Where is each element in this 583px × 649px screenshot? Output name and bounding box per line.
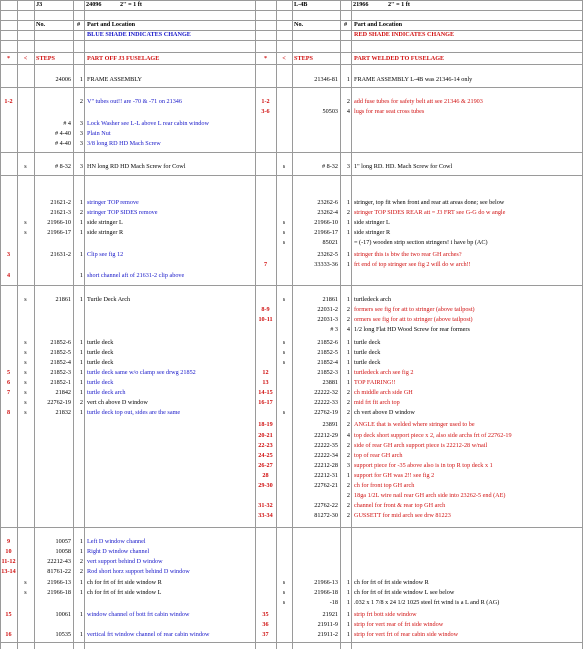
right-step: 22-23 — [258, 442, 273, 449]
left-col-part: Part and Location — [87, 21, 136, 28]
right-part-number: 22222-34 — [314, 452, 338, 459]
left-part-description: Right D window channel — [87, 548, 150, 555]
right-part-description: top deck short support piece x 2, also side archs frt of 22762-19 — [354, 432, 512, 439]
left-part-description: turtle deck same w/o clamp see drwg 21852 — [87, 369, 196, 376]
right-quantity: 1 — [346, 631, 350, 638]
right-quantity: 2 — [346, 389, 350, 396]
left-quantity: 1 — [79, 611, 83, 618]
left-part-description: Rod short horz support behind D window — [87, 568, 190, 575]
right-part-number: 21921 — [322, 611, 338, 618]
right-s-flag: s — [282, 589, 286, 596]
right-part-number: 22222-32 — [314, 389, 338, 396]
right-part-description: lugs for rear seat cross tubes — [354, 108, 425, 115]
right-part-description: stringer TOP SIDES REAR att = J3 FRT see G-G do w angle — [354, 209, 506, 216]
right-part-description: turtledeck arch — [354, 296, 391, 303]
right-quantity: 1 — [346, 229, 350, 236]
left-step: 1-2 — [4, 98, 13, 105]
left-part-description: turtle deck — [87, 359, 114, 366]
left-part-number: 21966-17 — [47, 229, 71, 236]
left-s-flag: s — [24, 163, 27, 170]
right-quantity: 2 — [346, 512, 350, 519]
right-quantity: 2 — [346, 452, 350, 459]
left-part-description: ch for frt of frt side window R — [87, 579, 162, 586]
left-part-description: side stringer L — [87, 219, 123, 226]
left-part-number: # 4 — [63, 120, 71, 127]
left-part-description: HN long RD HD Mach Screw for Cowl — [87, 163, 186, 170]
left-part-description: 3/8 long RD HD Mach Screw — [87, 140, 161, 147]
right-steps: STEPS — [294, 55, 313, 62]
left-step: 13-14 — [1, 568, 16, 575]
right-step: 14-15 — [258, 389, 273, 396]
right-part-number: 21966-17 — [314, 229, 338, 236]
left-s-flag: s — [24, 379, 27, 386]
right-part-number: -18 — [329, 599, 338, 606]
left-part-number: 22762-19 — [47, 399, 71, 406]
right-part-description: ch for frt of frt side window L see below — [354, 589, 455, 596]
right-s-flag: s — [282, 349, 286, 356]
left-part-number: 81761-22 — [47, 568, 71, 575]
left-steps-title: PART OFF J3 FUSELAGE — [87, 55, 160, 62]
left-part-number: 21966-10 — [47, 219, 71, 226]
right-scale: 2'' = 1 ft — [388, 1, 410, 8]
right-step: 31-32 — [258, 502, 273, 509]
right-part-number: 23262-5 — [317, 251, 338, 258]
left-step: 9 — [6, 538, 11, 545]
right-part-description: ANGLE that is welded where stringer used to be — [354, 421, 475, 428]
right-part-number: 22762-19 — [314, 409, 338, 416]
right-part-description: ch vert above D window — [354, 409, 415, 416]
right-part-number: 23262-6 — [317, 199, 338, 206]
left-s-flag: s — [24, 339, 27, 346]
right-col-no: No. — [294, 21, 304, 28]
left-quantity: 2 — [79, 399, 83, 406]
left-quantity: 2 — [79, 558, 83, 565]
right-step: 26-27 — [258, 462, 273, 469]
right-step: 3-6 — [261, 108, 270, 115]
right-step: 12 — [262, 369, 269, 376]
right-part-number: 22212-28 — [314, 462, 338, 469]
right-part-number: 22222-35 — [314, 442, 338, 449]
right-part-description: 18ga 1/2L wire nail rear GH arch side into 23262-5 end (AE) — [354, 492, 506, 499]
right-part-number: 22762-21 — [314, 482, 338, 489]
right-part-number: 22762-22 — [314, 502, 338, 509]
left-quantity: 1 — [79, 359, 83, 366]
left-step: 3 — [6, 251, 11, 258]
right-quantity: 1 — [346, 359, 350, 366]
right-quantity: 2 — [346, 502, 350, 509]
right-part-number: 21852-3 — [317, 369, 338, 376]
right-s-flag: s — [282, 219, 286, 226]
right-part-number: # 3 — [330, 326, 338, 333]
right-part-description: side stringer R — [354, 229, 391, 236]
left-part-number: 21966-13 — [47, 579, 71, 586]
right-part-number: 21852-4 — [317, 359, 338, 366]
left-quantity: 1 — [79, 272, 83, 279]
left-quantity: 1 — [79, 548, 83, 555]
right-step: 10-11 — [258, 316, 273, 323]
right-part-number: 85021 — [322, 239, 338, 246]
left-col-no: No. — [36, 21, 46, 28]
left-part-description: Turtle Deck Arch — [87, 296, 131, 303]
right-drawing-number: 21966 — [353, 1, 369, 8]
right-part-description: strip for vert frt of rear cabin side window — [354, 631, 459, 638]
left-part-description: vertical frt window channel of rear cabin window — [87, 631, 210, 638]
left-s-flag: s — [24, 369, 27, 376]
left-part-number: 21966-18 — [47, 589, 71, 596]
right-part-description: strip frt bott side window — [354, 611, 417, 618]
right-quantity: 2 — [346, 209, 350, 216]
left-s-flag: s — [24, 579, 27, 586]
right-part-description: turtle deck — [354, 359, 381, 366]
right-part-description: ch middle arch side GH — [354, 389, 413, 396]
right-part-number: 22212-29 — [314, 432, 338, 439]
left-s-flag: s — [24, 359, 27, 366]
left-part-number: # 4-40 — [55, 140, 71, 147]
right-part-description: turtledeck arch see fig 2 — [354, 369, 414, 376]
right-part-description: mid frt fit arch top — [354, 399, 400, 406]
right-part-number: 33333-36 — [314, 261, 338, 268]
right-part-description: formers see fig for att to stringer (above tailpost) — [354, 306, 475, 313]
left-part-number: # 8-32 — [55, 163, 71, 170]
right-step: 20-21 — [258, 432, 273, 439]
left-part-number: 21842 — [55, 389, 71, 396]
left-part-number: 21852-5 — [50, 349, 71, 356]
left-steps: STEPS — [36, 55, 55, 62]
left-quantity: 1 — [79, 199, 83, 206]
right-quantity: 2 — [346, 492, 350, 499]
right-s-flag: s — [282, 229, 286, 236]
left-quantity: 1 — [79, 219, 83, 226]
left-part-description: side stringer R — [87, 229, 124, 236]
left-quantity: 1 — [79, 579, 83, 586]
left-part-description: V" tubes out!! are -70 & -71 on 21346 — [87, 98, 182, 105]
right-quantity: 1 — [346, 611, 350, 618]
right-step: 35 — [262, 611, 269, 618]
left-step: 15 — [5, 611, 12, 618]
right-step: 18-19 — [258, 421, 273, 428]
left-step: 5 — [6, 369, 11, 376]
right-quantity: 4 — [346, 326, 350, 333]
left-part-number: 24006 — [55, 76, 71, 83]
left-part-description: turtle deck — [87, 349, 114, 356]
left-part-description: turtle deck top out, sides are the same — [87, 409, 181, 416]
left-part-number: 21852-3 — [50, 369, 71, 376]
left-part-number: 21832 — [55, 409, 71, 416]
left-step: 16 — [5, 631, 12, 638]
right-part-number: 21966-10 — [314, 219, 338, 226]
right-part-description: ormers see fig for att to stringer (above tailpost) — [354, 316, 473, 323]
left-part-description: stringer TOP remove — [87, 199, 139, 206]
right-model-label: L-4B — [294, 1, 308, 8]
left-part-number: 21852-6 — [50, 339, 71, 346]
right-star: * — [263, 55, 268, 62]
left-s-flag: s — [24, 219, 27, 226]
left-col-hash: # — [76, 21, 81, 28]
right-step: 33-34 — [258, 512, 273, 519]
right-part-description: GUSSETT for mid arch see drw 81223 — [354, 512, 451, 519]
right-quantity: 4 — [346, 432, 350, 439]
left-part-description: window channel of bott frt cabin window — [87, 611, 190, 618]
left-drawing-number: 24096 — [86, 1, 102, 8]
right-step: 28 — [262, 472, 269, 479]
right-quantity: 1 — [346, 349, 350, 356]
left-step: 11-12 — [1, 558, 16, 565]
right-quantity: 1 — [346, 219, 350, 226]
right-part-description: ch for frt of frt side window R — [354, 579, 429, 586]
left-s-flag: s — [24, 296, 27, 303]
right-part-number: 23891 — [322, 421, 338, 428]
left-part-number: 10057 — [55, 538, 71, 545]
right-step: 36 — [262, 621, 269, 628]
left-step: 8 — [6, 409, 11, 416]
right-s-flag: s — [282, 239, 286, 246]
left-quantity: 2 — [79, 568, 83, 575]
right-s-flag: s — [282, 163, 286, 170]
right-lt: < — [282, 55, 286, 62]
right-quantity: 1 — [346, 621, 350, 628]
left-scale: 2'' = 1 ft — [120, 1, 142, 8]
left-part-description: FRAME ASSEMBLY — [87, 76, 142, 83]
left-quantity: 3 — [79, 163, 83, 170]
left-part-description: stringer TOP SIDES remove — [87, 209, 158, 216]
left-part-description: Plain Nut — [87, 130, 111, 137]
left-part-number: 21852-4 — [50, 359, 71, 366]
left-quantity: 1 — [79, 349, 83, 356]
left-quantity: 1 — [79, 339, 83, 346]
right-s-flag: s — [282, 409, 286, 416]
right-part-number: 21966-18 — [314, 589, 338, 596]
right-part-description: = (-17) wooden strip section stringers! i have bp (AC) — [354, 239, 488, 246]
right-quantity: 1 — [346, 199, 350, 206]
left-step: 6 — [6, 379, 11, 386]
left-part-number: 21621-2 — [50, 199, 71, 206]
right-col-hash: # — [343, 21, 348, 28]
right-quantity: 1 — [346, 261, 350, 268]
left-quantity: 1 — [79, 631, 83, 638]
right-part-number: 50503 — [322, 108, 338, 115]
red-shade-note: RED SHADE INDICATES CHANGE — [354, 31, 455, 38]
right-part-description: side of rear GH arch support piece is 22212-28 w/nail — [354, 442, 488, 449]
left-s-flag: s — [24, 409, 27, 416]
left-step: 4 — [6, 272, 11, 279]
right-quantity: 1 — [346, 599, 350, 606]
left-quantity: 1 — [79, 369, 83, 376]
right-quantity: 1 — [346, 76, 350, 83]
right-part-number: # 8-32 — [322, 163, 338, 170]
right-part-number: 23262-4 — [317, 209, 338, 216]
right-quantity: 2 — [346, 316, 350, 323]
right-quantity: 1 — [346, 379, 350, 386]
left-part-description: turtle deck — [87, 339, 114, 346]
left-quantity: 2 — [79, 209, 83, 216]
left-quantity: 1 — [79, 389, 83, 396]
left-s-flag: s — [24, 589, 27, 596]
left-part-description: vert support behind D window — [87, 558, 163, 565]
left-quantity: 1 — [79, 296, 83, 303]
right-part-number: 21852-6 — [317, 339, 338, 346]
left-part-description: Clip see fig 12 — [87, 251, 124, 258]
right-s-flag: s — [282, 296, 286, 303]
right-quantity: 1 — [346, 589, 350, 596]
right-quantity: 1 — [346, 251, 350, 258]
right-quantity: 1 — [346, 296, 350, 303]
right-part-number: 21966-13 — [314, 579, 338, 586]
left-part-number: 10535 — [55, 631, 71, 638]
right-part-description: top of rear GH arch — [354, 452, 403, 459]
right-part-number: 21346-81 — [314, 76, 338, 83]
left-quantity: 1 — [79, 229, 83, 236]
right-quantity: 2 — [346, 482, 350, 489]
left-part-description: turtle deck — [87, 379, 114, 386]
left-quantity: 1 — [79, 409, 83, 416]
left-part-description: turtle deck arch — [87, 389, 126, 396]
right-part-number: 21911-9 — [317, 621, 338, 628]
right-part-description: 1/2 long Flat HD Wood Screw for rear formers — [354, 326, 470, 333]
right-col-part: Part and Location — [354, 21, 403, 28]
right-part-number: 22222-33 — [314, 399, 338, 406]
right-quantity: 2 — [346, 421, 350, 428]
left-part-description: short channel aft of 21631-2 clip above — [87, 272, 185, 279]
right-part-number: 81272-30 — [314, 512, 338, 519]
right-part-description: 1" long RD. HD. Mach Screw for Cowl — [354, 163, 453, 170]
right-part-description: TOP FAIRING!! — [354, 379, 396, 386]
right-step: 16-17 — [258, 399, 273, 406]
right-part-description: strip for vert rear of frt side window — [354, 621, 444, 628]
left-step: 10 — [5, 548, 12, 555]
left-part-description: Lock Washer see L-L above L rear cabin window — [87, 120, 209, 127]
left-part-number: 21861 — [55, 296, 71, 303]
right-s-flag: s — [282, 339, 286, 346]
left-s-flag: s — [24, 349, 27, 356]
right-part-description: stringer this is btw the two rear GH arches? — [354, 251, 462, 258]
right-part-description: ch for front top GH arch — [354, 482, 415, 489]
left-quantity: 1 — [79, 379, 83, 386]
right-steps-title: PART WELDED TO FUSELAGE — [354, 55, 445, 62]
right-part-description: .032 x 1 7/8 x 24 1/2 1025 steel frt wind is a L and R (AG) — [354, 599, 500, 606]
left-part-number: 21852-1 — [50, 379, 71, 386]
right-quantity: 4 — [346, 108, 350, 115]
left-quantity: 2 — [79, 98, 83, 105]
left-s-flag: s — [24, 399, 27, 406]
left-quantity: 1 — [79, 76, 83, 83]
right-quantity: 3 — [346, 462, 350, 469]
left-quantity: 1 — [79, 538, 83, 545]
right-quantity: 2 — [346, 98, 350, 105]
left-quantity: 3 — [79, 140, 83, 147]
left-quantity: 3 — [79, 130, 83, 137]
right-part-description: FRAME ASSEMBLY L-4B was 21346-14 only — [354, 76, 473, 83]
right-quantity: 2 — [346, 442, 350, 449]
right-part-description: stringer, top fit when front and rear att areas done; see below — [354, 199, 505, 206]
right-quantity: 2 — [346, 306, 350, 313]
left-quantity: 1 — [79, 589, 83, 596]
right-part-number: 21852-5 — [317, 349, 338, 356]
right-part-description: add fuse tubes for safety belt att see 21346 & 21903 — [354, 98, 483, 105]
right-part-description: support for GH was 2!! see fig 2 — [354, 472, 435, 479]
right-part-number: 23881 — [322, 379, 338, 386]
left-s-flag: s — [24, 229, 27, 236]
right-part-number: 22212-31 — [314, 472, 338, 479]
left-quantity: 3 — [79, 120, 83, 127]
blue-shade-note: BLUE SHADE INDICATES CHANGE — [87, 31, 191, 38]
right-part-description: turtle deck — [354, 349, 381, 356]
right-step: 24-25 — [258, 452, 273, 459]
left-part-description: Left D window channel — [87, 538, 146, 545]
right-part-description: frt end of top stringer see fig 2 will do w arch!! — [354, 261, 471, 268]
right-part-description: side stringer L — [354, 219, 390, 226]
right-step: 7 — [263, 261, 268, 268]
left-lt: < — [23, 55, 28, 62]
left-part-number: 22212-43 — [47, 558, 71, 565]
left-model-label: J3 — [36, 1, 43, 8]
right-step: 29-30 — [258, 482, 273, 489]
left-star: * — [6, 55, 11, 62]
right-s-flag: s — [282, 579, 286, 586]
right-step: 8-9 — [261, 306, 270, 313]
left-part-number: 10058 — [55, 548, 71, 555]
right-part-number: 22031-3 — [317, 316, 338, 323]
right-quantity: 1 — [346, 472, 350, 479]
right-s-flag: s — [282, 359, 286, 366]
left-part-number: 10061 — [55, 611, 71, 618]
right-part-number: 22031-2 — [317, 306, 338, 313]
right-quantity: 1 — [346, 339, 350, 346]
left-part-number: # 4-40 — [55, 130, 71, 137]
right-quantity: 1 — [346, 579, 350, 586]
right-step: 37 — [262, 631, 269, 638]
left-s-flag: s — [24, 389, 27, 396]
right-part-number: 21861 — [322, 296, 338, 303]
right-part-description: channel for front & rear top GH arch — [354, 502, 446, 509]
left-part-description: ch for frt of frt side window L — [87, 589, 162, 596]
left-part-number: 21631-2 — [50, 251, 71, 258]
right-part-description: support piece for -35 above also is in top R top deck x 1 — [354, 462, 493, 469]
right-part-description: turtle deck — [354, 339, 381, 346]
left-part-description: vert ch above D window — [87, 399, 148, 406]
right-step: 13 — [262, 379, 269, 386]
right-s-flag: s — [282, 599, 286, 606]
right-quantity: 2 — [346, 409, 350, 416]
left-part-number: 21621-3 — [50, 209, 71, 216]
right-quantity: 3 — [346, 163, 350, 170]
right-part-number: 21911-2 — [317, 631, 338, 638]
right-step: 1-2 — [261, 98, 270, 105]
right-quantity: 1 — [346, 369, 350, 376]
left-step: 7 — [6, 389, 11, 396]
left-quantity: 1 — [79, 251, 83, 258]
right-quantity: 2 — [346, 399, 350, 406]
